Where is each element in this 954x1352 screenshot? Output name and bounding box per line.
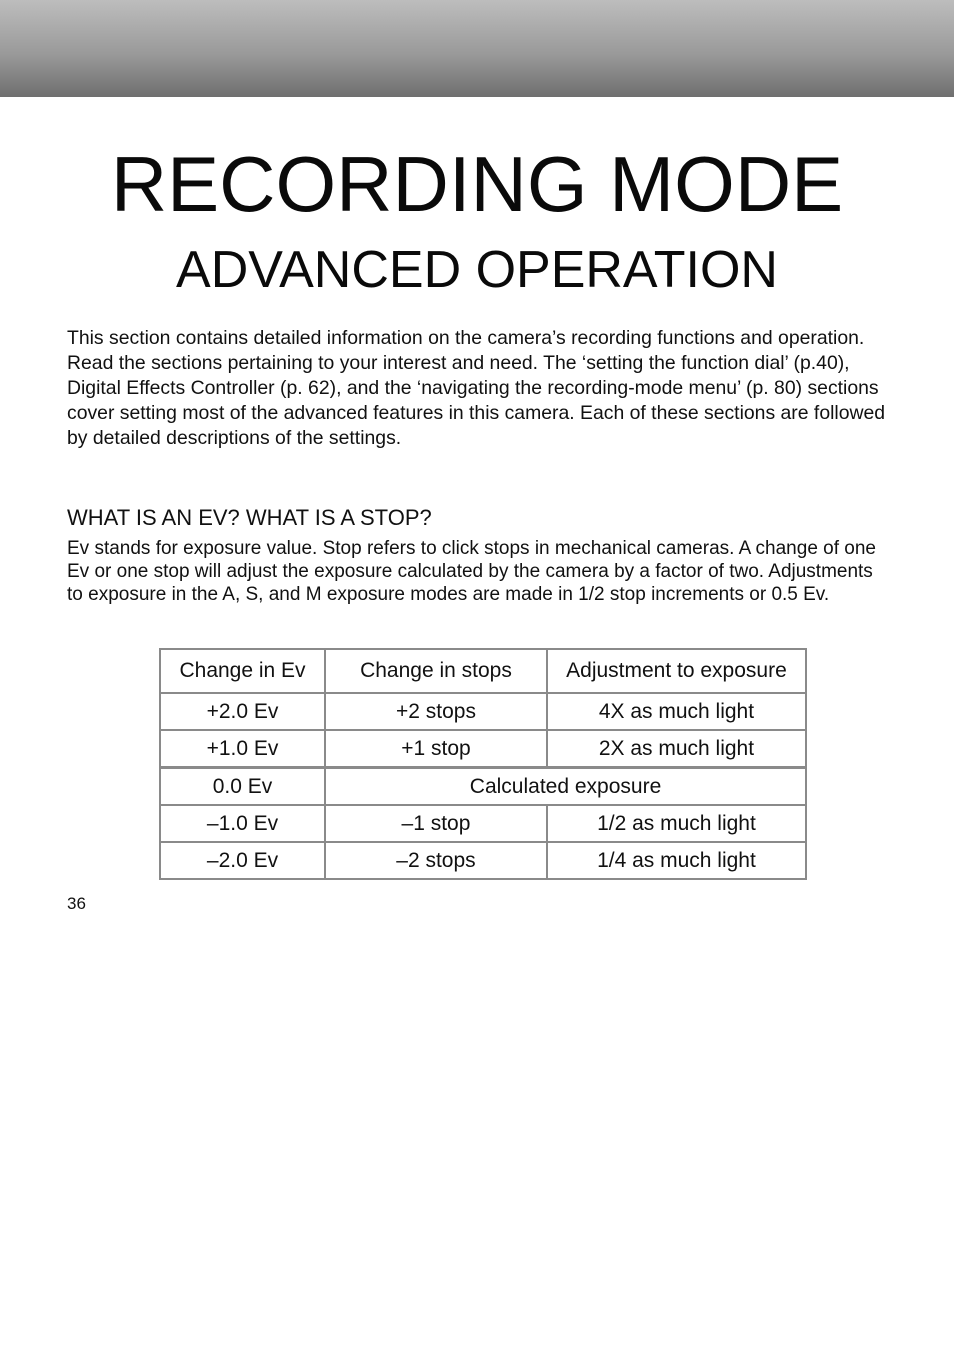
cell-ev: 0.0 Ev <box>160 768 325 806</box>
page-subtitle: ADVANCED OPERATION <box>176 241 778 299</box>
cell-ev: +1.0 Ev <box>160 730 325 768</box>
cell-ev: +2.0 Ev <box>160 693 325 730</box>
ev-table <box>159 648 807 880</box>
intro-paragraph: This section contains detailed information on the camera’s recording functions and operation. Read the sections pertaining to your interest and need. The ‘setting the function dial’ (p.40), Digital Effects Controller (p. 62), and the ‘navigating the recording-mode menu’ (p. 80) sections cover setting most of the advanced features in this camera. Each of these sections are followed by detailed descriptions of the settings. <box>67 327 886 449</box>
column-header-adjustment: Adjustment to exposure <box>547 649 806 693</box>
cell-ev: –2.0 Ev <box>160 842 325 879</box>
column-header-ev: Change in Ev <box>160 649 325 693</box>
section-heading: WHAT IS AN EV? WHAT IS A STOP? <box>67 505 432 530</box>
cell-stops: –2 stops <box>325 842 547 879</box>
table-row <box>160 805 806 842</box>
table-row <box>160 842 806 879</box>
cell-stops: +2 stops <box>325 693 547 730</box>
cell-stops: +1 stop <box>325 730 547 768</box>
cell-calculated-exposure: Calculated exposure <box>325 768 806 806</box>
section-body: Ev stands for exposure value. Stop refers to click stops in mechanical cameras. A change of one Ev or one stop will adjust the exposure calculated by the camera by a factor of two. Adjustments to exposure in the A, S, and M exposure modes are made in 1/2 stop increments or 0.5 Ev. <box>67 538 876 605</box>
table-row <box>160 768 806 806</box>
page-number: 36 <box>67 894 86 913</box>
table-header-row <box>160 649 806 693</box>
cell-stops: –1 stop <box>325 805 547 842</box>
table-row <box>160 693 806 730</box>
header-band <box>0 0 954 97</box>
cell-adjustment: 2X as much light <box>547 730 806 768</box>
cell-ev: –1.0 Ev <box>160 805 325 842</box>
cell-adjustment: 1/2 as much light <box>547 805 806 842</box>
cell-adjustment: 4X as much light <box>547 693 806 730</box>
cell-adjustment: 1/4 as much light <box>547 842 806 879</box>
page-title: RECORDING MODE <box>110 140 844 228</box>
column-header-stops: Change in stops <box>325 649 547 693</box>
table-row <box>160 730 806 768</box>
